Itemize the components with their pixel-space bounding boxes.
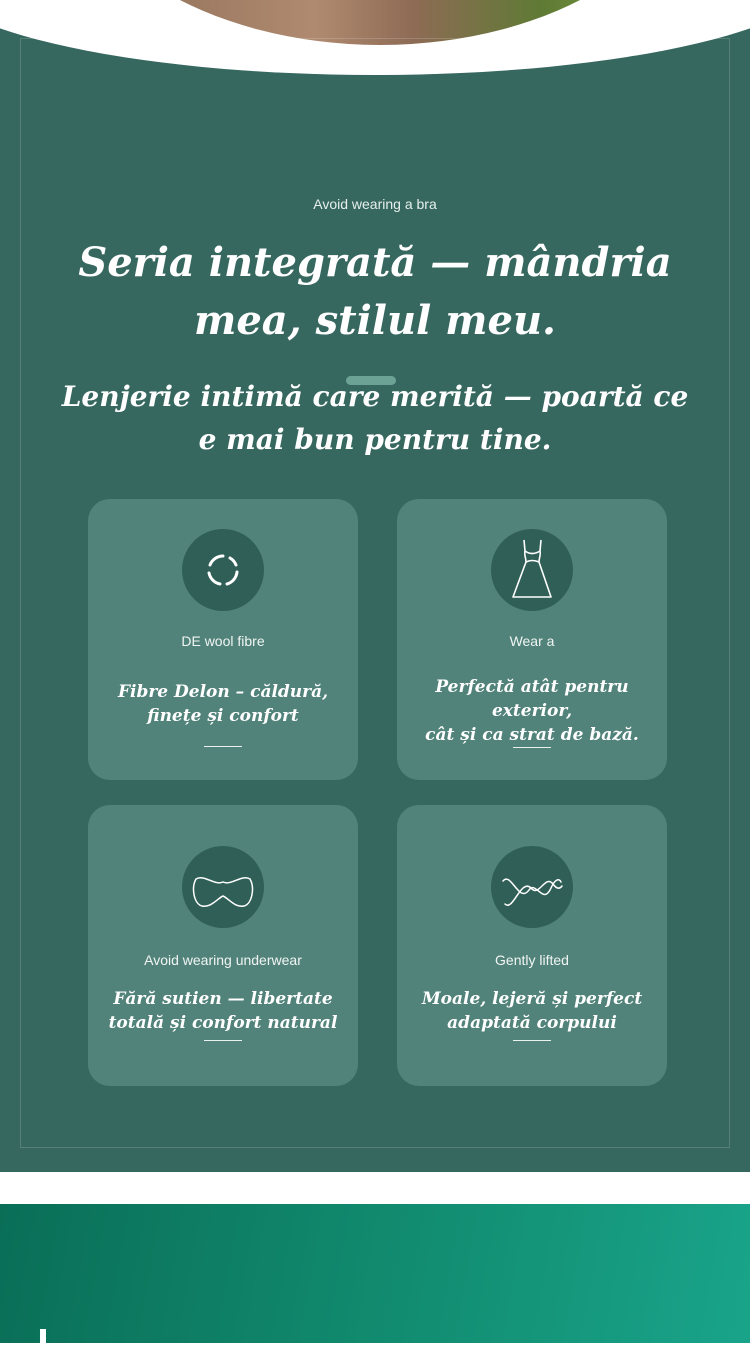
- feature-description-line-2: adaptată corpului: [447, 1013, 617, 1033]
- feature-label: Avoid wearing underwear: [144, 952, 302, 968]
- card-divider: [513, 1040, 551, 1041]
- banner-mark: [40, 1329, 46, 1349]
- stretch-wave-icon: [491, 846, 573, 928]
- feature-label: Wear a: [509, 633, 555, 649]
- feature-card-no-underwear: [88, 805, 358, 1086]
- feature-description: [403, 987, 661, 1035]
- feature-label: Gently lifted: [495, 952, 569, 968]
- feature-label: DE wool fibre: [181, 633, 265, 649]
- dress-icon: [491, 529, 573, 611]
- card-divider: [204, 1040, 242, 1041]
- feature-description-line-2: totală și confort natural: [108, 1013, 338, 1033]
- bra-outline-icon: [182, 846, 264, 928]
- headline-line-2: mea, stilul meu.: [194, 297, 556, 344]
- feature-description: [94, 680, 352, 728]
- subheadline-line-2: e mai bun pentru tine.: [198, 423, 552, 456]
- feature-description-line-1: Moale, lejeră și perfect: [421, 989, 643, 1009]
- headline: [30, 234, 720, 350]
- feature-card-wear: [397, 499, 667, 780]
- circle-arrows-icon: [182, 529, 264, 611]
- feature-description-line-2: finețe și confort: [147, 706, 299, 726]
- card-divider: [204, 746, 242, 747]
- feature-description-line-2: cât și ca strat de bază.: [425, 725, 639, 745]
- feature-description: [94, 987, 352, 1035]
- card-divider: [513, 747, 551, 748]
- feature-description-line-1: Fără sutien — libertate: [113, 989, 333, 1009]
- feature-description-line-1: Fibre Delon – căldură,: [117, 682, 329, 702]
- subheadline: [20, 375, 730, 461]
- feature-card-wool: [88, 499, 358, 780]
- feature-description: [403, 675, 661, 747]
- feature-description-line-1: Perfectă atât pentru exterior,: [435, 677, 629, 721]
- eyebrow-text: Avoid wearing a bra: [313, 196, 437, 212]
- next-section-banner: [0, 1204, 750, 1343]
- subheadline-line-1: Lenjerie intimă care merită — poartă ce: [61, 380, 689, 413]
- feature-card-lifted: [397, 805, 667, 1086]
- headline-line-1: Seria integrată — mândria: [78, 239, 672, 286]
